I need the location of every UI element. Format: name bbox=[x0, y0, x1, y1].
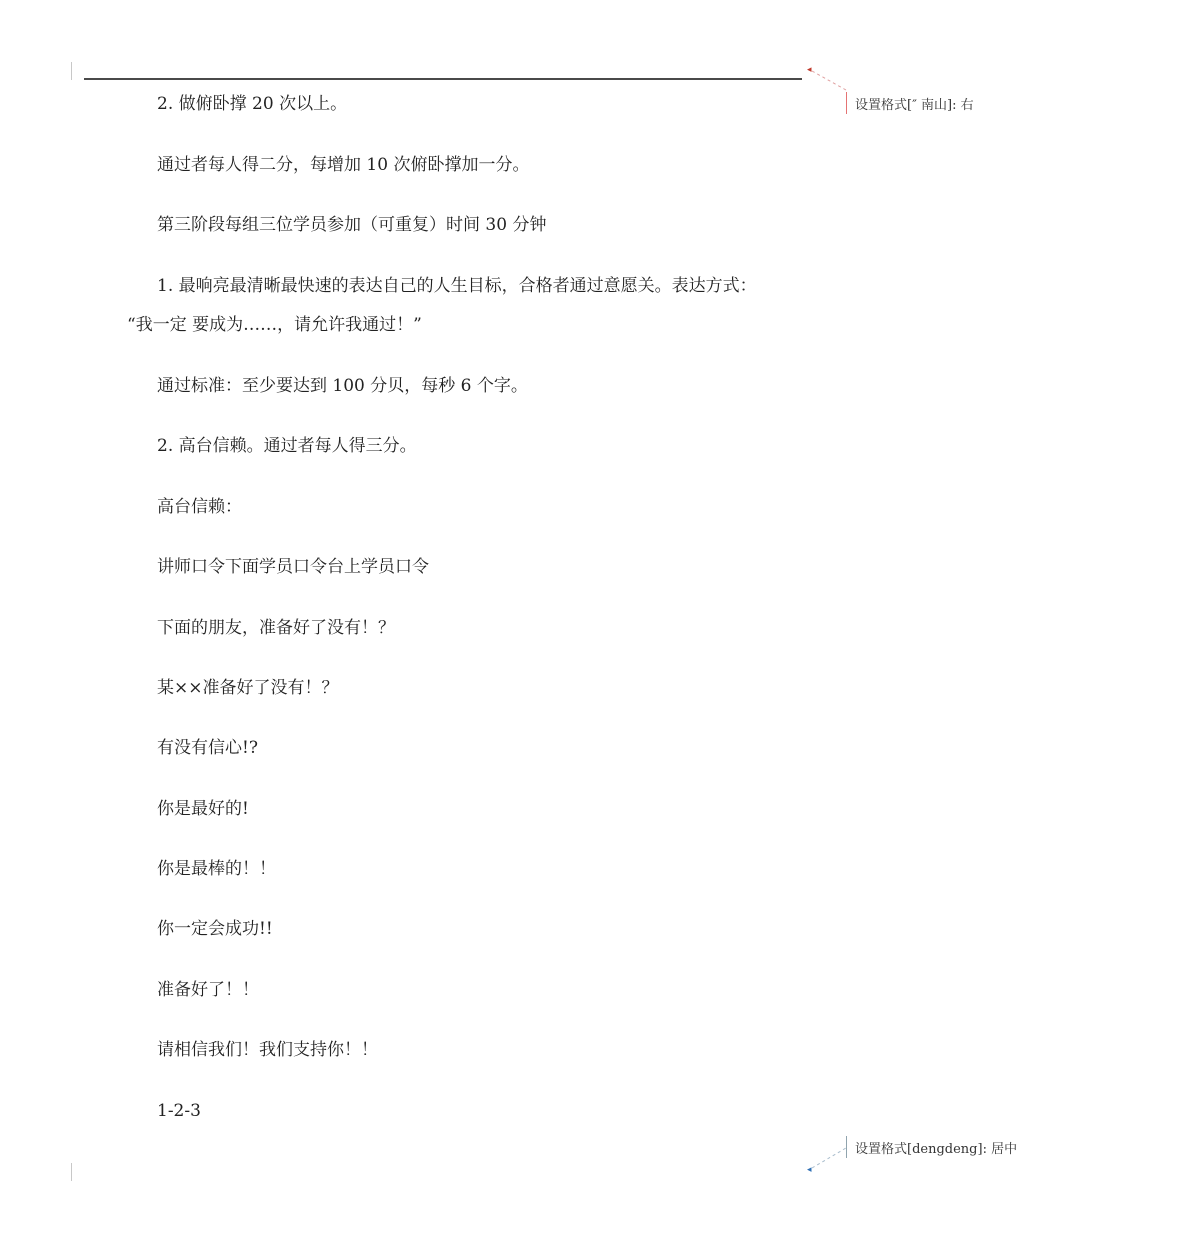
paragraph-9: 下面的朋友，准备好了没有！？ bbox=[157, 618, 395, 638]
paragraph-1: 2. 做俯卧撑 20 次以上。 bbox=[157, 94, 348, 114]
paragraph-17: 1-2-3 bbox=[157, 1101, 201, 1121]
bottom-revision-marker[interactable]: ◂ bbox=[807, 1165, 812, 1175]
paragraph-13: 你是最棒的！！ bbox=[157, 859, 276, 879]
paragraph-14: 你一定会成功!! bbox=[157, 919, 273, 939]
paragraph-3: 第三阶段每组三位学员参加（可重复）时间 30 分钟 bbox=[157, 215, 547, 235]
top-comment-leader bbox=[812, 71, 846, 90]
paragraph-4: 1. 最响亮最清晰最快速的表达自己的人生目标，合格者通过意愿关。表达方式： bbox=[157, 276, 757, 296]
paragraph-7: 高台信赖： bbox=[157, 497, 242, 517]
paragraph-10: 某××准备好了没有！？ bbox=[157, 678, 339, 698]
top-format-comment[interactable]: 设置格式[″ 南山]: 右 bbox=[855, 98, 974, 113]
top-comment-bar bbox=[846, 92, 847, 114]
paragraph-6: 2. 高台信赖。通过者每人得三分。 bbox=[157, 436, 417, 456]
top-revision-marker[interactable]: ◂ bbox=[807, 65, 812, 75]
paragraph-5: 通过标准：至少要达到 100 分贝，每秒 6 个字。 bbox=[157, 376, 528, 396]
paragraph-8: 讲师口令下面学员口令台上学员口令 bbox=[157, 557, 429, 577]
paragraph-12: 你是最好的! bbox=[157, 799, 249, 819]
paragraph-16: 请相信我们！我们支持你！！ bbox=[157, 1040, 378, 1060]
paragraph-11: 有没有信心!? bbox=[157, 738, 258, 758]
paragraph-15: 准备好了！！ bbox=[157, 980, 259, 1000]
bottom-format-comment[interactable]: 设置格式[dengdeng]: 居中 bbox=[855, 1142, 1018, 1157]
paragraph-2: 通过者每人得二分，每增加 10 次俯卧撑加一分。 bbox=[157, 155, 530, 175]
bottom-comment-leader bbox=[812, 1148, 846, 1168]
bottom-comment-bar bbox=[846, 1136, 847, 1158]
paragraph-4-continuation: “我一定 要成为……，请允许我通过！” bbox=[127, 315, 422, 335]
